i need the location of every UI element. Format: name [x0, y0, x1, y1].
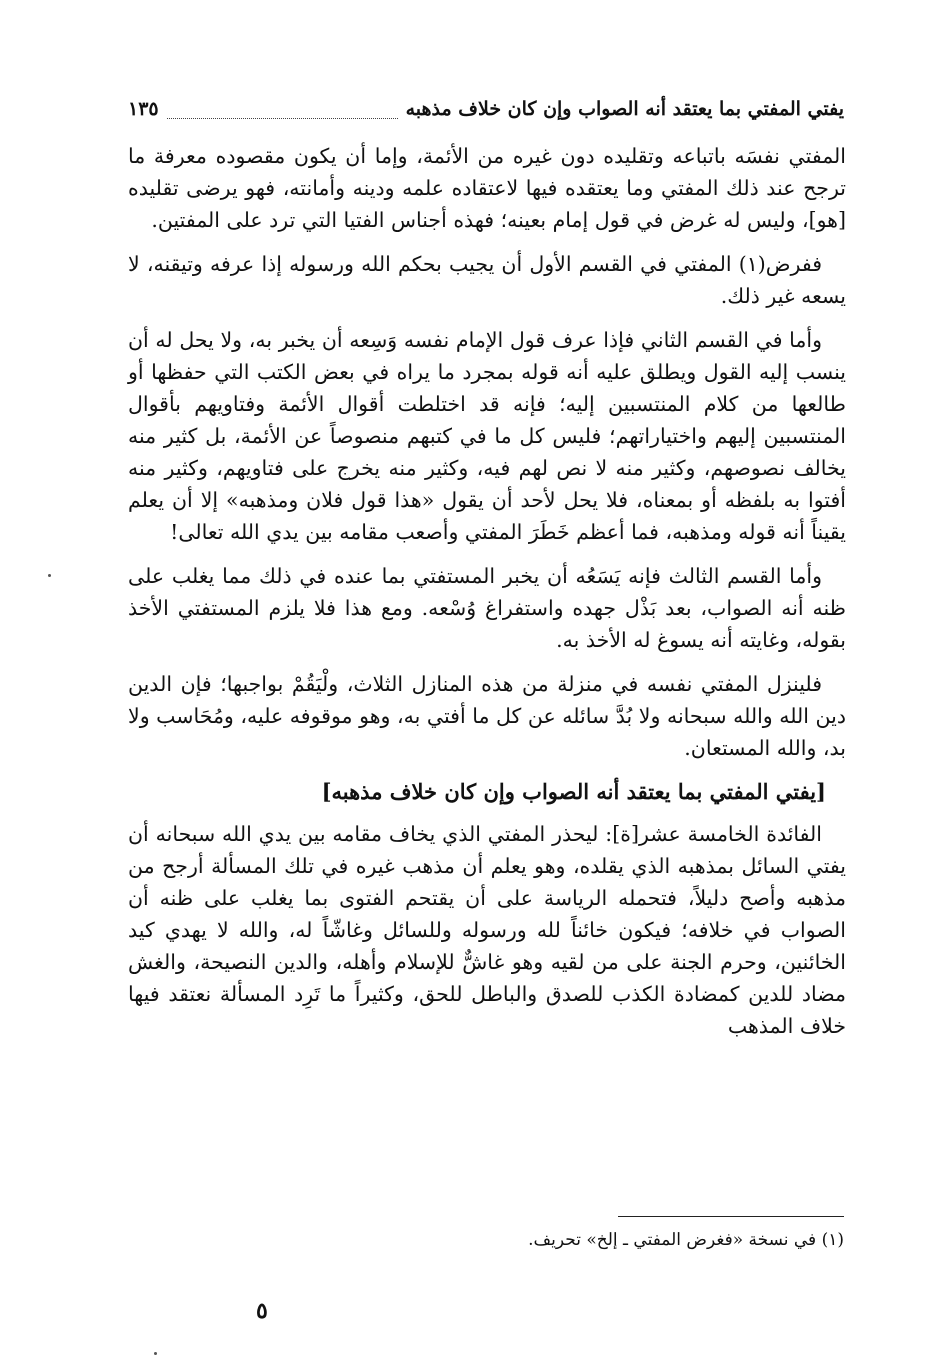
running-head-leader — [167, 100, 398, 119]
paragraph-2: ففرض(١) المفتي في القسم الأول أن يجيب بحكم الله ورسوله إذا عرفه وتيقنه، لا يسعه غير ذلك. — [128, 252, 846, 308]
paragraph-1: المفتي نفسَه باتباعه وتقليده دون غيره من الأئمة، وإما أن يكون مقصوده معرفة ما ترجح عند ذلك المفتي وما يعتقده فيها لاعتقاده علمه ودينه وأمانته، فهو يرضى تقليده [هو]، وليس له غرض في قول إمام بعينه؛ فهذه أجناس الفتيا التي ترد على المفتين. — [128, 144, 846, 232]
footnote-divider — [618, 1216, 844, 1217]
paragraph-6: الفائدة الخامسة عشر[ة]: ليحذر المفتي الذي يخاف مقامه بين يدي الله سبحانه أن يفتي السائل بمذهبه الذي يقلده، وهو يعلم أن مذهب غيره في تلك المسألة أرجح من مذهبه وأصح دليلاً، فتحمله الرياسة على أن يقتحم الفتوى بما يغلب على ظنه أن الصواب في خلافه؛ فيكون خائناً لله ورسوله وللسائل وغاشّاً له، والله لا يهدي كيد الخائنين، وحرم الجنة على من لقيه وهو غاشٌّ للإسلام وأهله، والدين النصيحة، والغش مضاد للدين كمضادة الكذب للصدق والباطل للحق، وكثيراً ما تَرِد المسألة نعتقد فيها خلاف المذهب — [128, 822, 846, 1038]
running-head — [128, 92, 844, 126]
speck — [48, 574, 51, 577]
section-heading: [يفتي المفتي بما يعتقد أنه الصواب وإن كان خلاف مذهبه] — [321, 779, 826, 804]
paragraph-3: وأما في القسم الثاني فإذا عرف قول الإمام نفسه وَسِعه أن يخبر به، ولا يحل له أن ينسب إليه القول ويطلق عليه أنه قوله بمجرد ما يراه في بعض الكتب التي حفظها أو طالعها من كلام المنتسبين إليه؛ فإنه قد اختلطت أقوال الأئمة وفتاويهم بأقوال المنتسبين إليهم واختياراتهم؛ فليس كل ما في كتبهم منصوصاً عن الأئمة، بل كثير منه يخالف نصوصهم، وكثير منه لا نص لهم فيه، وكثير منه يخرج على فتاويهم، وكثير منه أفتوا به بلفظه أو بمعناه، فلا يحل لأحد أن يقول «هذا قول فلان ومذهبه» إلا أن يعلم يقيناً أنه قوله ومذهبه، فما أعظم خَطَرَ المفتي وأصعب مقامه بين يدي الله تعالى! — [128, 328, 846, 544]
page-mark: ٥ — [256, 1298, 268, 1324]
paragraph-4: وأما القسم الثالث فإنه يَسَعُه أن يخبر المستفتي بما عنده في ذلك مما يغلب على ظنه أنه الصواب، بعد بَذْل جهده واستفراغ وُسْعه. ومع هذا فلا يلزم المستفتي الأخذ بقوله، وغايته أنه يسوغ له الأخذ به. — [128, 564, 846, 652]
running-head-title: يفتي المفتي بما يعتقد أنه الصواب وإن كان خلاف مذهبه — [405, 98, 844, 120]
page-number: ١٣٥ — [128, 98, 159, 120]
footnote: (١) في نسخة «فغرض المفتي ـ إلخ» تحريف. — [528, 1230, 844, 1250]
paragraph-5: فلينزل المفتي نفسه في منزلة من هذه المنازل الثلاث، ولْيَقُمْ بواجبها؛ فإن الدين دين الله والله سبحانه ولا بُدَّ سائله عن كل ما أفتي به، وهو موقوفه عليه، ومُحَاسب ولا بد، والله المستعان. — [128, 672, 846, 760]
body-text — [128, 140, 846, 1054]
speck — [154, 1352, 157, 1355]
